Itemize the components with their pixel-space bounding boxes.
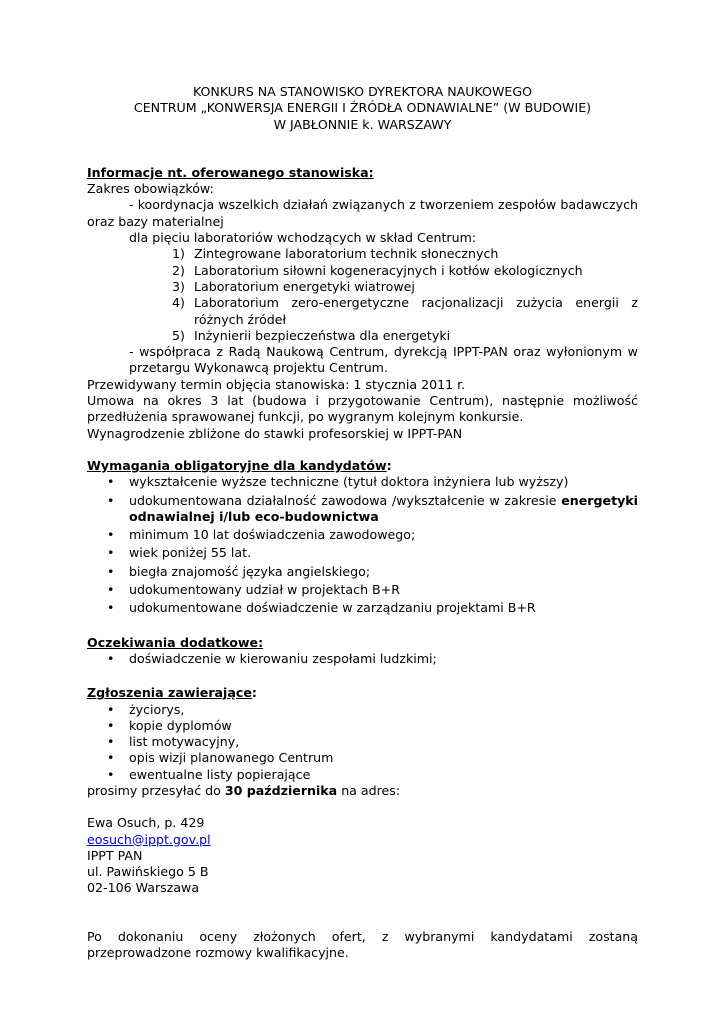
- contact-city: 02-106 Warszawa: [87, 880, 200, 896]
- list-item: • życiorys,: [107, 701, 185, 717]
- list-item: • opis wizji planowanego Centrum: [107, 750, 334, 766]
- scope-label: Zakres obowiązków:: [87, 181, 214, 197]
- bullet-icon: •: [107, 545, 115, 561]
- extra-heading: Oczekiwania dodatkowe:: [87, 634, 264, 650]
- list-item: • udokumentowane doświadczenie w zarządzaniu projektami B+R: [107, 600, 536, 616]
- list-item: 1) Zintegrowane laboratorium technik słonecznych: [172, 246, 499, 262]
- list-item: • udokumentowany udział w projektach B+R: [107, 582, 400, 598]
- bullet-icon: •: [107, 600, 115, 616]
- info-heading: Informacje nt. oferowanego stanowiska:: [87, 164, 374, 180]
- list-item: • biegła znajomość języka angielskiego;: [107, 563, 371, 579]
- list-item: 2) Laboratorium siłowni kogeneracyjnych i kotłów ekologicznych: [172, 262, 583, 278]
- bullet-icon: •: [107, 750, 115, 766]
- list-item: • udokumentowana działalność zawodowa /wykształcenie w zakresie energetyki odnawialnej i/lub eco-budownictwa: [107, 492, 638, 524]
- labs-list: [87, 246, 638, 344]
- contact-address: [87, 815, 638, 896]
- salary: Wynagrodzenie zbliżone do stawki profesorskiej w IPPT-PAN: [87, 425, 463, 441]
- list-item: • kopie dyplomów: [107, 717, 232, 733]
- list-item: • ewentualne listy popierające: [107, 766, 311, 782]
- contact-street: ul. Pawińskiego 5 B: [87, 864, 209, 880]
- send-instruction: prosimy przesyłać do 30 października na adres:: [87, 782, 401, 798]
- title-line-2: CENTRUM „KONWERSJA ENERGII I ŹRÓDŁA ODNAWIALNE” (W BUDOWIE): [133, 100, 592, 116]
- bullet-icon: •: [107, 527, 115, 543]
- bullet-icon: •: [107, 650, 115, 666]
- bullet-icon: •: [107, 563, 115, 579]
- list-item: 4) Laboratorium zero-energetyczne racjonalizacji zużycia energii z różnych źródeł: [172, 295, 638, 327]
- applications-heading: Zgłoszenia zawierające:: [87, 685, 257, 701]
- requirements-heading: Wymagania obligatoryjne dla kandydatów:: [87, 457, 392, 473]
- applications-list: [87, 702, 638, 783]
- bullet-icon: •: [107, 582, 115, 598]
- list-item: • wykształcenie wyższe techniczne (tytuł doktora inżyniera lub wyższy): [107, 474, 569, 490]
- bullet-icon: •: [107, 734, 115, 750]
- list-item: • minimum 10 lat doświadczenia zawodowego;: [107, 527, 416, 543]
- contact-org: IPPT PAN: [87, 847, 143, 863]
- requirements-list: [87, 474, 638, 616]
- bullet-icon: •: [107, 766, 115, 782]
- closing-note: Po dokonaniu oceny złożonych ofert, z wybranymi kandydatami zostaną przeprowadzone rozmowy kwalifikacyjne.: [87, 928, 638, 961]
- list-item: • list motywacyjny,: [107, 734, 240, 750]
- labs-intro: dla pięciu laboratoriów wchodzących w skład Centrum:: [129, 230, 477, 246]
- title-line-1: KONKURS NA STANOWISKO DYREKTORA NAUKOWEGO: [192, 84, 533, 99]
- bullet-icon: •: [107, 492, 115, 508]
- list-item: 5) Inżynierii bezpieczeństwa dla energetyki: [172, 327, 451, 343]
- start-date: Przewidywany termin objęcia stanowiska: 1 stycznia 2011 r.: [87, 376, 466, 392]
- list-item: 3) Laboratorium energetyki wiatrowej: [172, 278, 415, 294]
- duty-cooperation: - współpraca z Radą Naukową Centrum, dyrekcją IPPT-PAN oraz wyłonionym w przetargu Wykonawcą projektu Centrum.: [129, 344, 638, 376]
- bullet-icon: •: [107, 717, 115, 733]
- duty-coordination: - koordynacja wszelkich działań związanych z tworzeniem zespołów badawczych oraz bazy materialnej: [87, 197, 638, 229]
- email-link[interactable]: eosuch@ippt.gov.pl: [87, 831, 211, 847]
- bullet-icon: •: [107, 701, 115, 717]
- list-item: • wiek poniżej 55 lat.: [107, 545, 252, 561]
- list-item: • doświadczenie w kierowaniu zespołami ludzkimi;: [107, 650, 437, 666]
- bullet-icon: •: [107, 474, 115, 490]
- extra-list: [87, 651, 638, 667]
- contact-name: Ewa Osuch, p. 429: [87, 815, 205, 831]
- contract-terms: Umowa na okres 3 lat (budowa i przygotowanie Centrum), następnie możliwość przedłużenia sprawowanej funkcji, po wygranym kolejnym konkursie.: [87, 393, 638, 425]
- title-line-3: W JABŁONNIE k. WARSZAWY: [273, 116, 452, 132]
- document-title: [87, 84, 638, 133]
- deadline: 30 października: [224, 782, 338, 798]
